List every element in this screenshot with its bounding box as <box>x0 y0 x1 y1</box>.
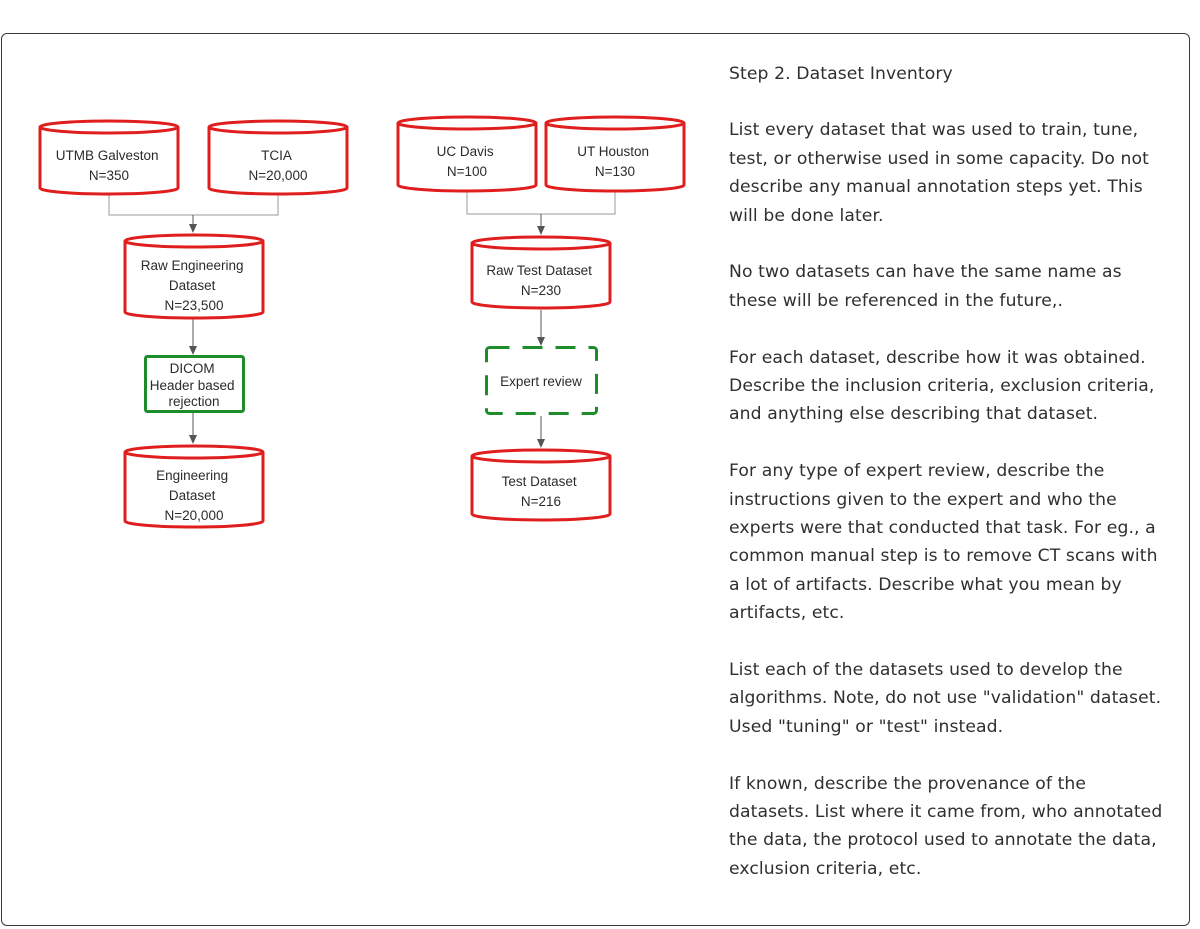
instruction-paragraph: List each of the datasets used to develop the algorithms. Note, do not use "validation" dataset. Used "tuning" or "test" instead. <box>729 660 1162 737</box>
node-count: N=130 <box>594 164 636 179</box>
node-count: N=20,000 <box>164 508 224 523</box>
instruction-paragraph: If known, describe the provenance of the datasets. List where it came from, who annotated the data, the protocol used to annotate the data, exclusion criteria, etc. <box>729 773 1163 879</box>
node-label: Raw Engineering <box>140 258 244 273</box>
node-label: UTMB Galveston <box>55 148 159 163</box>
node-count: N=350 <box>88 168 130 183</box>
node-label: TCIA <box>261 148 292 163</box>
connector-uthouston <box>541 189 615 214</box>
node-uc-davis[interactable] <box>398 117 536 191</box>
node-label: UT Houston <box>577 144 650 159</box>
node-count: N=216 <box>520 494 562 509</box>
instruction-paragraph: List every dataset that was used to train, tune, test, or otherwise used in some capacity. Do not describe any manual annotation steps yet. This will be done later. <box>729 120 1149 226</box>
connector-tcia <box>193 192 278 215</box>
node-label: DICOM <box>169 361 215 376</box>
instruction-paragraph: For each dataset, describe how it was obtained. Describe the inclusion criteria, exclusion criteria, and anything else describing that dataset. <box>729 347 1155 425</box>
instruction-paragraph: No two datasets can have the same name as these will be referenced in the future,. <box>729 262 1122 311</box>
node-test-dataset[interactable] <box>472 450 610 520</box>
node-label: UC Davis <box>436 144 494 159</box>
node-label: Header based <box>149 378 235 393</box>
instruction-paragraph: For any type of expert review, describe the instructions given to the expert and who the experts were that conducted that task. For eg., a common manual step is to remove CT scans with a lot of artifacts. Describe what you mean by artifacts, etc. <box>729 461 1158 624</box>
node-label: Expert review <box>500 374 582 389</box>
node-count: N=100 <box>446 164 488 179</box>
node-dicom-header-rejection[interactable] <box>146 357 244 412</box>
svg-text:Expert review <box>500 374 582 389</box>
node-count: N=20,000 <box>248 168 308 183</box>
node-expert-review[interactable] <box>487 348 597 414</box>
connector-ucdavis <box>467 189 541 214</box>
node-raw-engineering-dataset[interactable] <box>125 235 263 318</box>
node-engineering-dataset[interactable] <box>125 446 263 527</box>
node-ut-houston[interactable] <box>546 117 684 191</box>
node-raw-test-dataset[interactable] <box>472 237 610 308</box>
instructions-panel <box>729 60 1169 912</box>
node-utmb-galveston[interactable] <box>40 121 178 194</box>
node-label: rejection <box>168 394 220 409</box>
node-label: Engineering <box>156 468 229 483</box>
node-label: Test Dataset <box>501 474 577 489</box>
node-count: N=230 <box>520 283 562 298</box>
panel-heading: Step 2. Dataset Inventory <box>729 64 953 84</box>
node-label: Raw Test Dataset <box>486 263 592 278</box>
node-label: Dataset <box>168 488 216 503</box>
node-tcia[interactable] <box>209 121 347 194</box>
node-count: N=23,500 <box>164 298 224 313</box>
connector-utmb <box>109 192 193 215</box>
node-label: Dataset <box>168 278 216 293</box>
